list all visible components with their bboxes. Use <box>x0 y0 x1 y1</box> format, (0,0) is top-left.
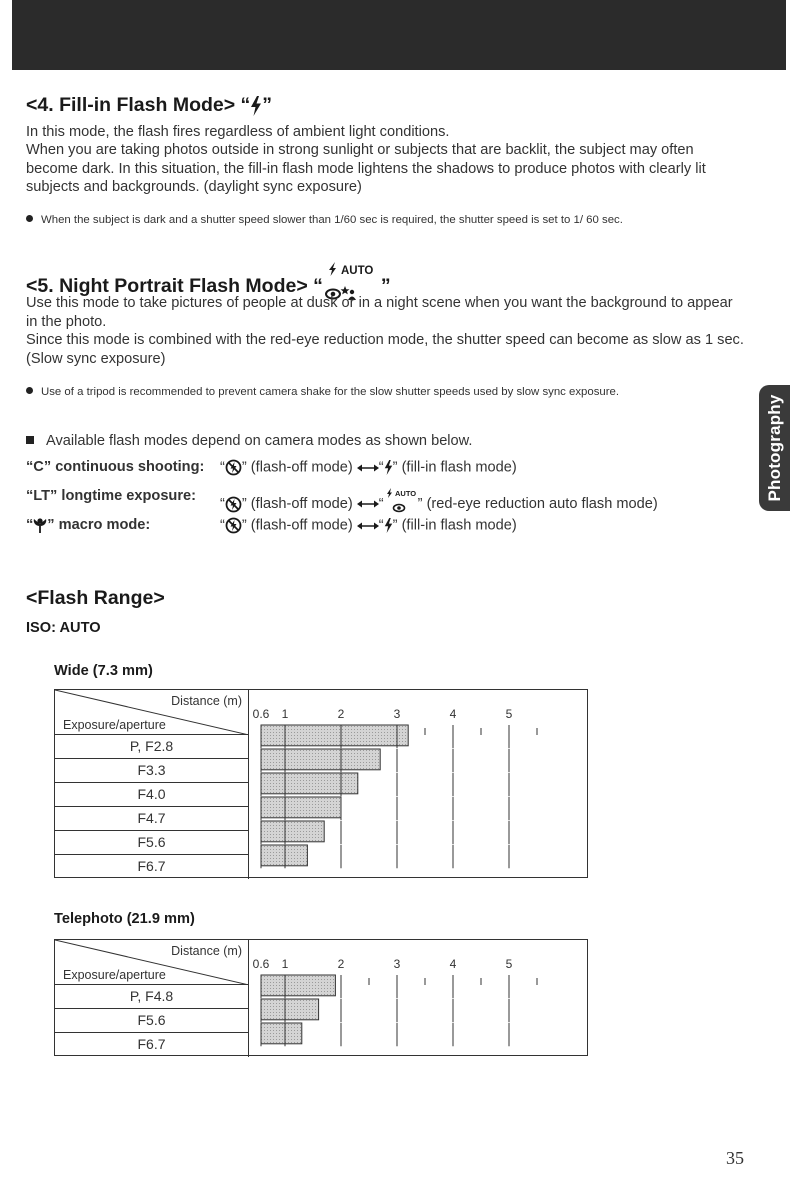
square-bullet-icon <box>26 436 34 444</box>
aperture-label: F6.7 <box>55 1033 249 1057</box>
aperture-label: F3.3 <box>55 759 249 783</box>
section-4-heading: <4. Fill-in Flash Mode> “ ” <box>26 94 273 116</box>
auto-label: AUTO <box>394 489 416 498</box>
table-header-cell <box>55 690 249 735</box>
double-arrow-icon <box>357 499 379 509</box>
header-band <box>12 0 786 70</box>
aperture-label: P, F2.8 <box>55 735 249 759</box>
flash-range-bar <box>261 1023 302 1044</box>
range-grid <box>249 690 587 877</box>
distance-tick-label: 4 <box>449 707 457 721</box>
section-5-intro: Use this mode to take pictures of people at dusk or in a night scene when you want the background to appear in the photo. <box>26 295 733 330</box>
flash-range-bar <box>261 725 408 746</box>
aperture-label: F4.0 <box>55 783 249 807</box>
flash-range-bar <box>261 821 324 842</box>
flash-icon <box>384 460 393 475</box>
bullet-icon <box>26 387 33 394</box>
flash-off-icon <box>225 459 242 476</box>
aperture-label: P, F4.8 <box>55 985 249 1009</box>
flash-range-heading: <Flash Range> <box>26 587 165 609</box>
red-eye-auto-flash-icon <box>384 488 418 514</box>
distance-tick-label: 3 <box>393 957 401 971</box>
flash-range-bar <box>261 773 358 794</box>
distance-tick-label: 0.6 <box>252 957 270 971</box>
aperture-label: F6.7 <box>55 855 249 879</box>
auto-label: AUTO <box>340 265 374 277</box>
flash-range-bar <box>261 999 319 1020</box>
section-4-note: When the subject is dark and a shutter speed slower than 1/60 sec is required, the shutter speed is set to 1/ 60 sec. <box>26 212 746 228</box>
range-grid <box>249 940 587 1055</box>
distance-tick-label: 3 <box>393 707 401 721</box>
section-4-intro: In this mode, the flash fires regardless of ambient light conditions. <box>26 124 450 140</box>
iso-setting: ISO: AUTO <box>26 620 101 636</box>
distance-tick-label: 5 <box>505 957 513 971</box>
distance-tick-label: 2 <box>337 957 345 971</box>
chapter-tab: Photography <box>759 385 790 511</box>
macro-flower-icon <box>33 517 47 533</box>
exposure-header: Exposure/aperture <box>63 968 166 982</box>
flash-range-bar <box>261 975 335 996</box>
table-header-cell <box>55 940 249 985</box>
flash-range-bar <box>261 845 307 866</box>
distance-tick-label: 1 <box>281 707 289 721</box>
flash-icon <box>384 518 393 533</box>
double-arrow-icon <box>357 521 379 531</box>
section-5-body: Since this mode is combined with the red-eye reduction mode, the shutter speed can become as slow as 1 sec. (Slow sync exposure) <box>26 332 744 367</box>
section-5-heading: <5. Night Portrait Flash Mode> “ AUTO ” <box>26 262 391 304</box>
distance-tick-label: 1 <box>281 957 289 971</box>
section-4-body: When you are taking photos outside in strong sunlight or subjects that are backlit, the subject may often become dark. In this situation, the fill-in flash mode lightens the shadows to produce photos with clearly lit subjects and backgrounds. (daylight sync exposure) <box>26 142 706 196</box>
bullet-icon <box>26 215 33 222</box>
flash-off-icon <box>225 517 242 534</box>
aperture-label: F4.7 <box>55 807 249 831</box>
distance-tick-label: 0.6 <box>252 707 270 721</box>
aperture-label: F5.6 <box>55 1009 249 1033</box>
manual-page: <4. Fill-in Flash Mode> “ ” In this mode, the flash fires regardless of ambient light conditions. When you are taking photos outside in strong sunlight or subjects that are backlit, the subject may often become dark. In this situation, the fill-in flash mode lightens the shadows to produce photos with clearly lit subjects and backgrounds. (daylight sync exposure) When the subject is dark and a shutter speed slower than 1/60 sec is required, the shutter speed is set to 1/ 60 sec. <5. Night Portrait Flash Mode> “ AUTO ” Use this mode to take pictures of people at dusk or in a night scene when you want the background to appear in the photo. Since this mode is combined with the red-eye reduction mode, the shutter speed can become as slow as 1 sec. (Slow sync exposure) Use of a tripod is recommended to prevent camera shake for the slow shutter speeds used by slow sync exposure. Photography Available flash modes depend on camera modes as shown below. “C” continuous shooting: “ ” (flash-off mode) “ ” (fill-in flash mode) “LT” longtime exposure: “ ” (flash-off mode) “ AUTO ” (red-eye reduction auto flash mode) “ ” macro mode: “ ” (flash-off mode) “ ” (fill-in flash mode) <Flash Range> ISO: AUTO Wide (7.3 mm) Distance (m) Exposure/aperture P, F2.8 F3.3 F4.0 F4.7 F5.6 F6.7 0.6 1 2 3 4 5 Telephoto (21.9 mm) Distance (m) Exposure/aperture P, F4.8 F5.6 F6.7 0.6 1 2 3 4 5 35 <box>0 0 790 1190</box>
section-5-note: Use of a tripod is recommended to prevent camera shake for the slow shutter speeds used by slow sync exposure. <box>26 384 746 400</box>
distance-tick-label: 4 <box>449 957 457 971</box>
tele-table-title: Telephoto (21.9 mm) <box>54 911 195 927</box>
flash-icon <box>250 96 262 116</box>
flash-range-bar <box>261 749 380 770</box>
distance-tick-label: 2 <box>337 707 345 721</box>
exposure-header: Exposure/aperture <box>63 718 166 732</box>
aperture-label: F5.6 <box>55 831 249 855</box>
available-modes-intro: Available flash modes depend on camera modes as shown below. <box>26 433 472 449</box>
page-number: 35 <box>726 1148 744 1168</box>
distance-header: Distance (m) <box>171 694 242 708</box>
double-arrow-icon <box>357 463 379 473</box>
tele-flash-range-table <box>54 939 588 1056</box>
distance-header: Distance (m) <box>171 944 242 958</box>
flash-off-icon <box>225 496 242 513</box>
flash-range-bar <box>261 797 341 818</box>
wide-flash-range-table <box>54 689 588 878</box>
wide-table-title: Wide (7.3 mm) <box>54 663 153 679</box>
distance-tick-label: 5 <box>505 707 513 721</box>
